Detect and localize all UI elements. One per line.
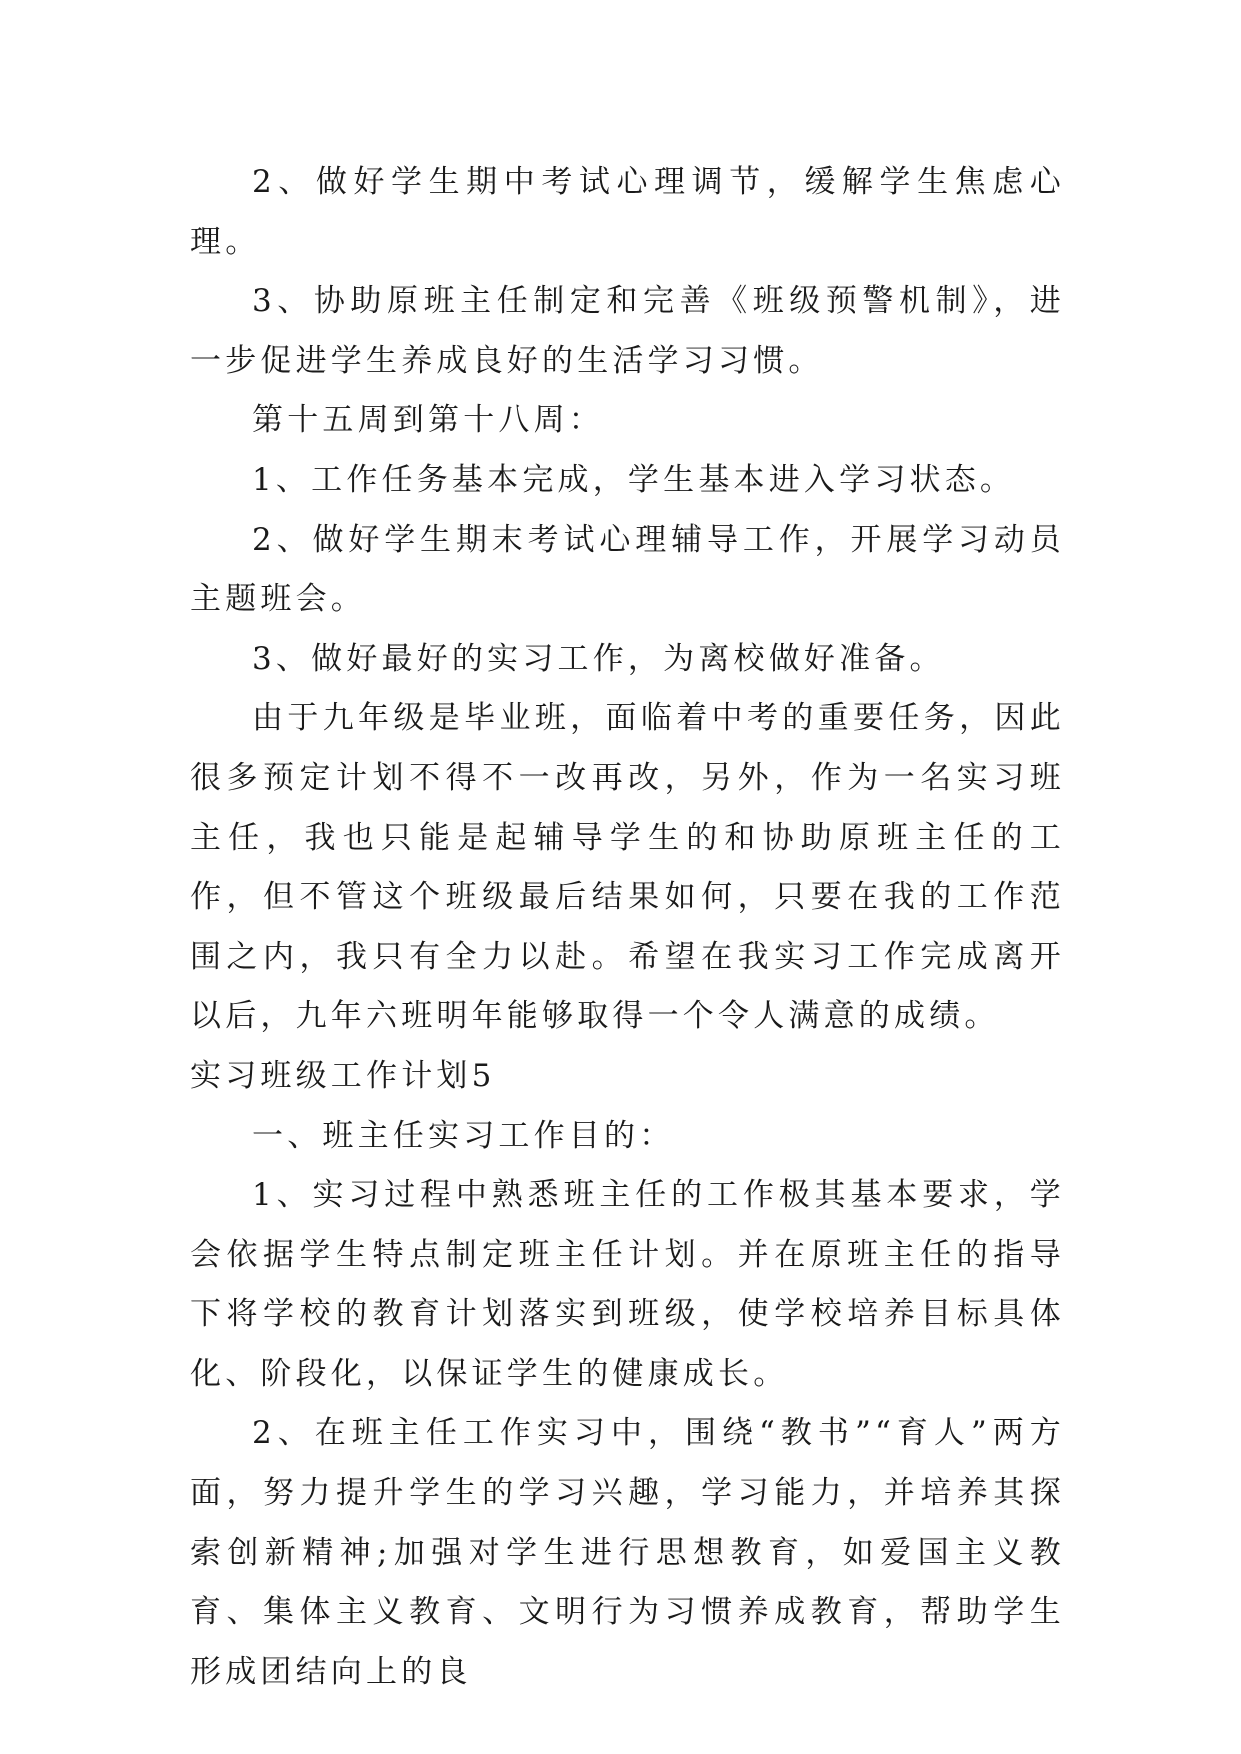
paragraph: 1、工作任务基本完成，学生基本进入学习状态。	[252, 461, 1016, 498]
paragraph: 2、做好学生期中考试心理调节，缓解学生焦虑心理。	[190, 164, 1065, 260]
paragraph: 第十五周到第十八周：	[252, 402, 604, 439]
paragraph: 2、做好学生期末考试心理辅导工作，开展学习动员主题班会。	[190, 521, 1065, 618]
paragraph: 1、实习过程中熟悉班主任的工作极其基本要求，学会依据学生特点制定班主任计划。并在原班主任的指导下将学校的教育计划落实到班级，使学校培养目标具体化、阶段化，以保证学生的健康成长。	[190, 1177, 1065, 1392]
paragraph: 3、做好最好的实习工作，为离校做好准备。	[252, 640, 945, 677]
document-page	[190, 153, 1065, 1702]
paragraph: 一、班主任实习工作目的：	[252, 1117, 675, 1154]
paragraph: 由于九年级是毕业班，面临着中考的重要任务，因此很多预定计划不得不一改再改，另外，作为一名实习班主任，我也只能是起辅导学生的和协助原班主任的工作，但不管这个班级最后结果如何，只要在我的工作范围之内，我只有全力以赴。希望在我实习工作完成离开以后，九年六班明年能够取得一个令人满意的成绩。	[190, 700, 1065, 1035]
section-title: 实习班级工作计划5	[190, 1057, 496, 1094]
paragraph: 3、协助原班主任制定和完善《班级预警机制》，进一步促进学生养成良好的生活学习习惯。	[190, 283, 1065, 379]
paragraph: 2、在班主任工作实习中，围绕“教书”“育人”两方面，努力提升学生的学习兴趣，学习能力，并培养其探索创新精神;加强对学生进行思想教育，如爱国主义教育、集体主义教育、文明行为习惯养成教育，帮助学生形成团结向上的良	[190, 1415, 1065, 1690]
